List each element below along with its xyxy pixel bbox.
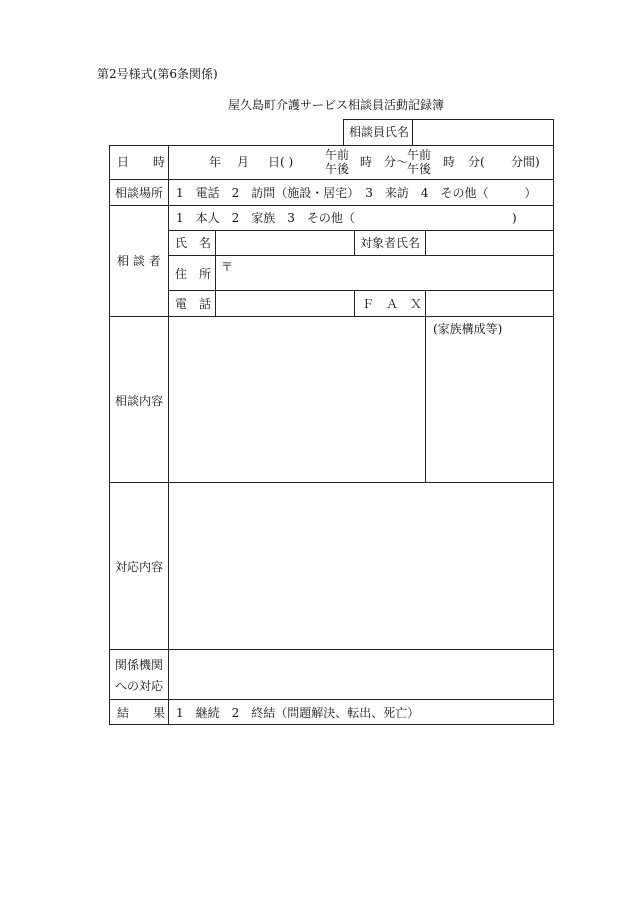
agency-label-line1: 関係機関 bbox=[115, 658, 164, 672]
response-label: 対応内容 bbox=[115, 560, 164, 574]
content-label: 相談内容 bbox=[115, 394, 164, 408]
hour-text-2: 時 bbox=[443, 155, 456, 169]
row-divider bbox=[109, 699, 553, 700]
target-name-field[interactable] bbox=[427, 232, 552, 254]
fax-field[interactable] bbox=[427, 292, 552, 315]
consultee-label: 相 談 者 bbox=[117, 254, 161, 268]
minute-range-text: 分〜 bbox=[384, 155, 409, 169]
consultee-types-close: ) bbox=[512, 211, 517, 225]
minute-text-2: 分( bbox=[468, 155, 485, 169]
row-divider bbox=[168, 255, 553, 256]
place-options: 1 電話 2 訪問（施設・居宅） 3 来訪 4 その他（ ） bbox=[176, 186, 537, 200]
result-label: 結 果 bbox=[117, 706, 166, 720]
duration-text: 分間) bbox=[511, 155, 540, 169]
hour-text: 時 bbox=[360, 155, 373, 169]
counselor-label: 相談員氏名 bbox=[349, 125, 410, 139]
name-label: 氏 名 bbox=[175, 236, 212, 250]
datetime-label: 日 時 bbox=[117, 155, 166, 169]
address-field[interactable] bbox=[217, 257, 552, 289]
fax-label: Ｆ Ａ Ｘ bbox=[362, 297, 423, 311]
place-label: 相談場所 bbox=[115, 186, 164, 200]
content-field[interactable] bbox=[170, 318, 423, 480]
counselor-name-field[interactable] bbox=[414, 121, 552, 144]
counselor-box-top bbox=[343, 119, 553, 120]
phone-label: 電 話 bbox=[175, 297, 212, 311]
month-text: 月 bbox=[237, 155, 250, 169]
year-text: 年 bbox=[209, 155, 222, 169]
label-column-divider bbox=[168, 145, 169, 725]
postal-mark: 〒 bbox=[221, 260, 234, 274]
table-bottom bbox=[109, 724, 553, 725]
form-number: 第2号様式(第6条関係) bbox=[97, 67, 218, 81]
target-label-right bbox=[425, 230, 426, 255]
page-title: 屋久島町介護サービス相談員活動記録簿 bbox=[228, 98, 445, 112]
row-divider bbox=[109, 649, 553, 650]
table-right bbox=[553, 119, 554, 725]
target-name-label: 対象者氏名 bbox=[360, 236, 421, 250]
family-column-divider bbox=[425, 316, 426, 482]
day-text: 日( ) bbox=[268, 155, 294, 169]
family-structure-label: (家族構成等) bbox=[433, 322, 503, 336]
row-divider bbox=[168, 290, 553, 291]
fax-label-left bbox=[354, 290, 355, 316]
response-field[interactable] bbox=[170, 484, 552, 648]
agency-field[interactable] bbox=[170, 651, 552, 698]
agency-label-line2: への対応 bbox=[115, 679, 164, 693]
row-divider bbox=[109, 205, 553, 206]
am-pm-2 bbox=[407, 149, 431, 177]
consultee-types: 1 本人 2 家族 3 その他（ bbox=[176, 211, 355, 225]
am-pm-1 bbox=[325, 149, 349, 177]
family-structure-field[interactable] bbox=[427, 338, 552, 480]
table-top bbox=[109, 145, 553, 146]
table-left bbox=[109, 145, 110, 725]
result-options: 1 継続 2 終結（問題解決、転出、死亡） bbox=[176, 706, 420, 720]
am-text: 午前 bbox=[325, 148, 350, 162]
counselor-box-divider bbox=[412, 119, 413, 146]
row-divider bbox=[109, 179, 553, 180]
counselor-box-left bbox=[343, 119, 344, 146]
address-label: 住 所 bbox=[175, 267, 212, 281]
pm-text: 午後 bbox=[325, 161, 350, 176]
target-label-left bbox=[354, 230, 355, 255]
row-divider bbox=[109, 316, 553, 317]
consultee-name-field[interactable] bbox=[217, 232, 352, 254]
pm-text-2: 午後 bbox=[407, 161, 432, 176]
row-divider bbox=[109, 482, 553, 483]
phone-field[interactable] bbox=[217, 292, 352, 315]
name-label-divider bbox=[215, 230, 216, 316]
am-text-2: 午前 bbox=[407, 148, 432, 162]
row-divider bbox=[168, 230, 553, 231]
fax-label-right bbox=[425, 290, 426, 316]
